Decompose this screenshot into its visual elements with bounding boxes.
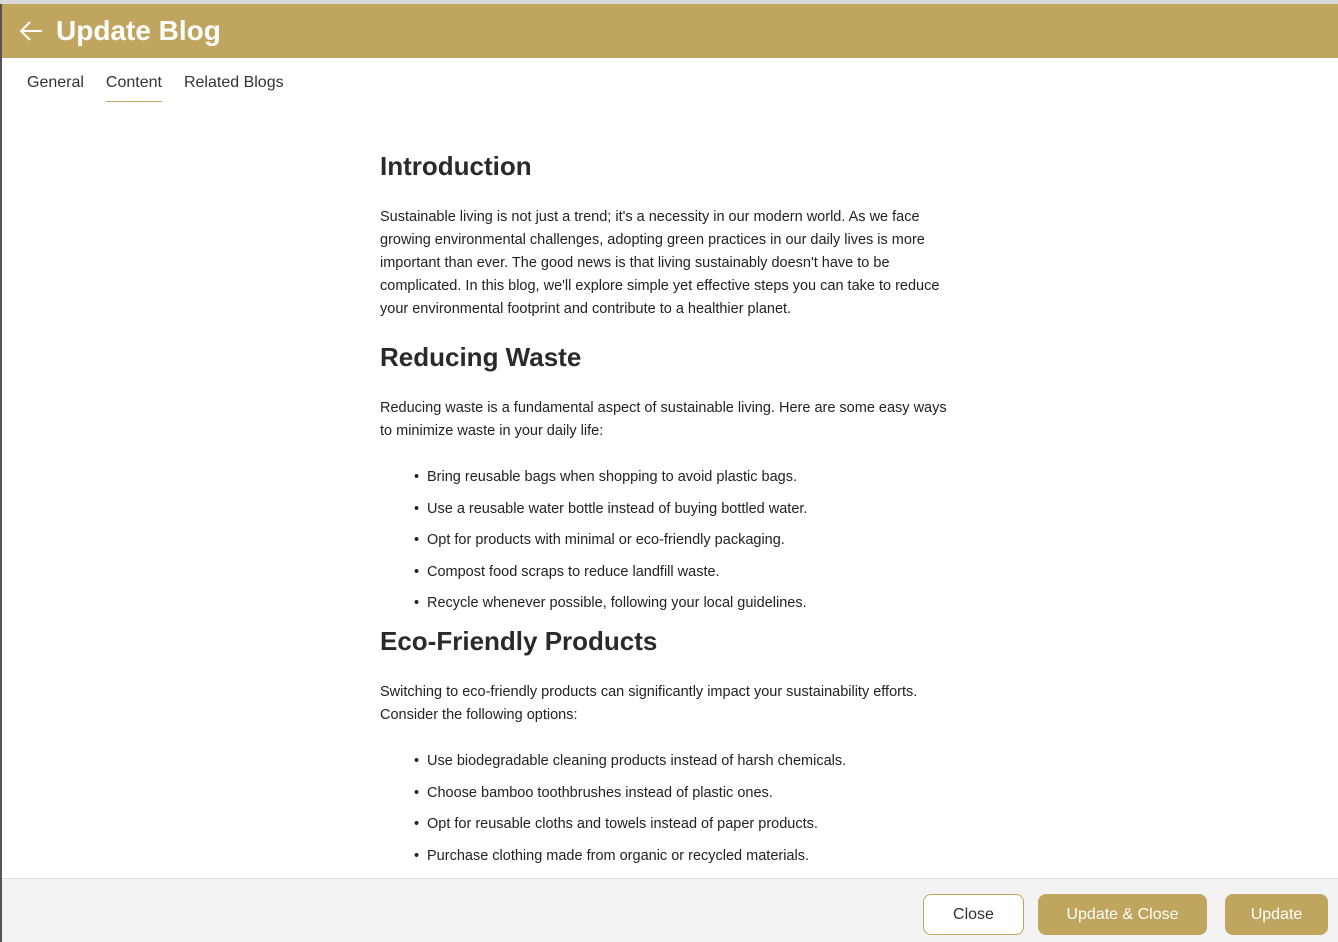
list-item: • Compost food scraps to reduce landfill waste. (414, 562, 950, 582)
tabs (27, 74, 284, 102)
tab-general[interactable]: General (27, 74, 84, 91)
header (2, 4, 1338, 58)
tab-content[interactable]: Content (106, 74, 162, 102)
back-arrow-icon[interactable] (18, 18, 44, 44)
update-button[interactable]: Update (1225, 894, 1328, 935)
paragraph: Reducing waste is a fundamental aspect of sustainable living. Here are some easy ways to minimize waste in your daily life: (380, 400, 947, 439)
heading-introduction: Introduction (380, 151, 532, 181)
paragraph: Switching to eco-friendly products can significantly impact your sustainability efforts. Consider the following options: (380, 683, 918, 723)
tab-related-blogs[interactable]: Related Blogs (183, 74, 284, 91)
list-item: • Opt for products with minimal or eco-friendly packaging. (414, 530, 950, 550)
update-and-close-button[interactable]: Update & Close (1038, 894, 1207, 935)
products-list (414, 751, 950, 866)
left-border (0, 4, 2, 942)
list-item: • Use biodegradable cleaning products instead of harsh chemicals. (414, 751, 950, 771)
heading-eco-friendly-products: Eco-Friendly Products (380, 625, 658, 656)
paragraph: Sustainable living is not just a trend; it's a necessity in our modern world. As we face growing environmental challenges, adopting green practices in our daily lives is more important than ever. The good news is that living sustainably doesn't have to be complicated. In this blog, we'll explore simple yet effective steps you can take to reduce your environmental footprint and contribute to a healthier planet. (380, 209, 940, 317)
list-item: • Bring reusable bags when shopping to avoid plastic bags. (414, 467, 950, 487)
heading-reducing-waste: Reducing Waste (380, 342, 582, 372)
page-title: Update Blog (56, 15, 221, 46)
close-button[interactable]: Close (923, 894, 1024, 935)
list-item: • Recycle whenever possible, following your local guidelines. (414, 593, 950, 613)
list-item: • Opt for reusable cloths and towels instead of paper products. (414, 814, 950, 834)
list-item: • Use a reusable water bottle instead of buying bottled water. (414, 499, 950, 519)
list-item: • Purchase clothing made from organic or recycled materials. (414, 846, 950, 866)
waste-list (414, 467, 950, 613)
footer (2, 878, 1338, 942)
blog-content[interactable] (380, 150, 950, 878)
list-item: • Choose bamboo toothbrushes instead of plastic ones. (414, 783, 950, 803)
